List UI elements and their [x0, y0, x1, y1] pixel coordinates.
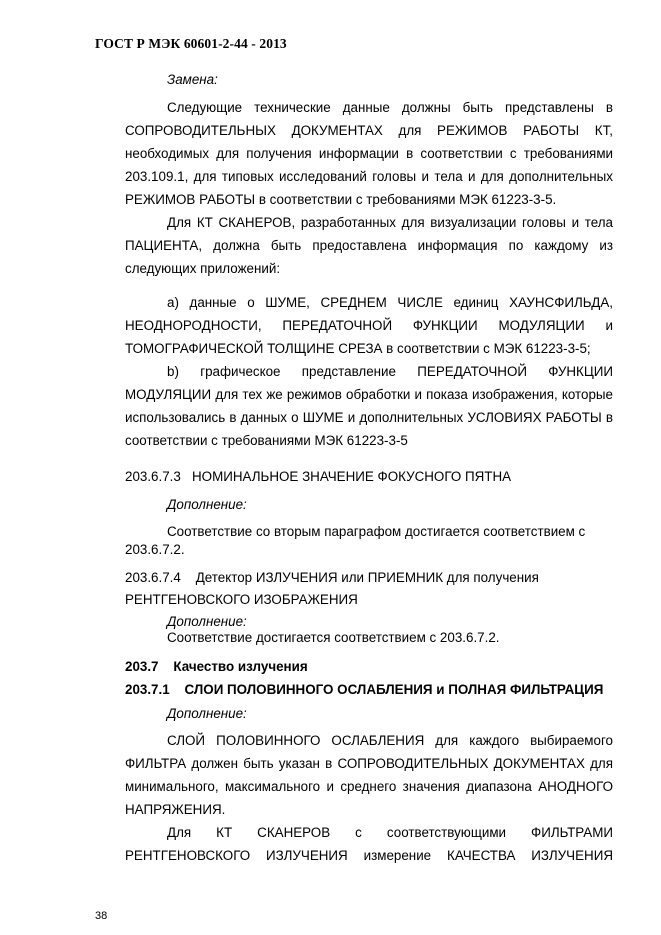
paragraph-line: Соответствие со вторым параграфом достигается соответствием с	[167, 524, 586, 539]
list-item-line: использовались в данных о ШУМЕ и дополнительных УСЛОВИЯХ РАБОТЫ в	[125, 410, 613, 425]
paragraph-line: Для КТ СКАНЕРОВ, разработанных для визуализации головы и тела	[167, 215, 613, 230]
paragraph-line: СЛОЙ ПОЛОВИННОГО ОСЛАБЛЕНИЯ для каждого выбираемого	[167, 733, 613, 748]
section-heading-203-6-7-4: 203.6.7.4 Детектор ИЗЛУЧЕНИЯ или ПРИЕМНИК для получения	[125, 570, 539, 585]
paragraph-line: 203.6.7.2.	[125, 542, 185, 557]
list-item-line: МОДУЛЯЦИИ для тех же режимов обработки и показа изображения, которые	[125, 387, 613, 402]
paragraph-line: РЕНТГЕНОВСКОГО ИЗЛУЧЕНИЯ измерение КАЧЕСТВА ИЗЛУЧЕНИЯ	[125, 848, 613, 863]
list-item-line: ТОМОГРАФИЧЕСКОЙ ТОЛЩИНЕ СРЕЗА в соответствии с МЭК 61223-3-5;	[125, 341, 591, 356]
replacement-label: Замена:	[167, 72, 218, 87]
list-item-line: b) графическое представление ПЕРЕДАТОЧНОЙ ФУНКЦИИ	[167, 364, 613, 379]
paragraph-line: СОПРОВОДИТЕЛЬНЫХ ДОКУМЕНТАХ для РЕЖИМОВ РАБОТЫ КТ,	[125, 123, 613, 138]
paragraph-line: Для КТ СКАНЕРОВ с соответствующими ФИЛЬТРАМИ	[167, 825, 613, 840]
paragraph-line: Следующие технические данные должны быть представлены в	[167, 100, 613, 115]
list-item-line: НЕОДНОРОДНОСТИ, ПЕРЕДАТОЧНОЙ ФУНКЦИИ МОДУЛЯЦИИ и	[125, 318, 613, 333]
section-heading-203-7: 203.7 Качество излучения	[125, 659, 308, 674]
list-item-line: соответствии с требованиями МЭК 61223-3-5	[125, 433, 408, 448]
addition-label: Дополнение:	[167, 614, 247, 629]
paragraph-line: минимального, максимального и среднего значения диапазона АНОДНОГО	[125, 779, 613, 794]
paragraph-line: необходимых для получения информации в соответствии с требованиями	[125, 146, 613, 161]
addition-label: Дополнение:	[167, 706, 247, 721]
paragraph-line: НАПРЯЖЕНИЯ.	[125, 802, 226, 817]
paragraph-line: Соответствие достигается соответствием с 203.6.7.2.	[167, 630, 500, 645]
document-header: ГОСТ Р МЭК 60601-2-44 - 2013	[95, 36, 287, 51]
list-item-line: а) данные о ШУМЕ, СРЕДНЕМ ЧИСЛЕ единиц ХАУНСФИЛЬДА,	[167, 295, 613, 310]
paragraph-line: следующих приложений:	[125, 261, 281, 276]
section-heading-line: РЕНТГЕНОВСКОГО ИЗОБРАЖЕНИЯ	[125, 592, 358, 607]
paragraph-line: ПАЦИЕНТА, должна быть предоставлена информация по каждому из	[125, 238, 613, 253]
page-number: 38	[95, 910, 108, 922]
section-heading-203-7-1: 203.7.1 СЛОИ ПОЛОВИННОГО ОСЛАБЛЕНИЯ и ПОЛНАЯ ФИЛЬТРАЦИЯ	[125, 682, 604, 697]
paragraph-line: 203.109.1, для типовых исследований головы и тела и для дополнительных	[125, 169, 613, 184]
paragraph-line: ФИЛЬТРА должен быть указан в СОПРОВОДИТЕЛЬНЫХ ДОКУМЕНТАХ для	[125, 756, 613, 771]
section-heading-203-6-7-3: 203.6.7.3 НОМИНАЛЬНОЕ ЗНАЧЕНИЕ ФОКУСНОГО ПЯТНА	[125, 469, 512, 484]
addition-label: Дополнение:	[167, 497, 247, 512]
paragraph-line: РЕЖИМОВ РАБОТЫ в соответствии с требованиями МЭК 61223-3-5.	[125, 192, 557, 207]
